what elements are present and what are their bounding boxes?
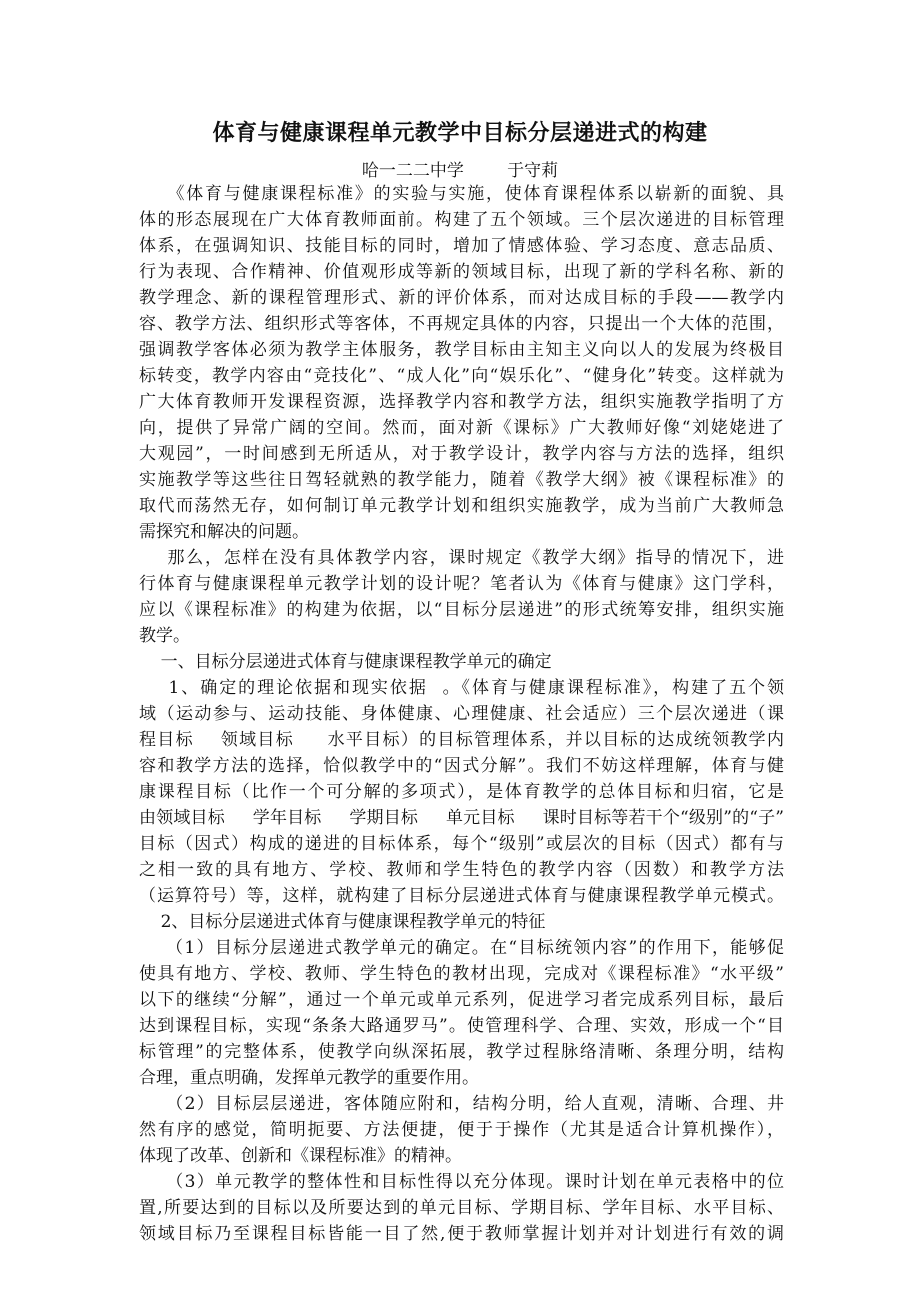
text-line: 康课程目标（比作一个可分解的多项式），是体育教学的总体目标和归宿，它是 (139, 782, 784, 802)
text-line: 达到课程目标，实现“条条大路通罗马”。使管理科学、合理、实效，形成一个“目 (139, 1016, 784, 1036)
text-line: 程目标 领域目标 水平目标）的目标管理体系，并以目标的达成统领教学内 (139, 730, 784, 750)
text-line: 向，提供了异常广阔的空间。然而，面对新《课标》广大教师好像“刘姥姥进了 (139, 418, 784, 438)
text-line: 那么，怎样在没有具体教学内容，课时规定《教学大纲》指导的情况下，进 (139, 548, 784, 568)
body-text (139, 181, 784, 1247)
text-line: 之相一致的具有地方、学校、教师和学生特色的教学内容（因数）和教学方法 (139, 860, 784, 880)
text-line: 取代而荡然无存，如何制订单元教学计划和组织实施教学，成为当前广大教师急 (139, 496, 784, 516)
text-line: 1、确定的理论依据和现实依据 。《体育与健康课程标准》，构建了五个领 (139, 678, 784, 698)
text-line: 教学。 (139, 626, 190, 646)
text-line: 教学理念、新的课程管理形式、新的评价体系，而对达成目标的手段——教学内 (139, 288, 784, 308)
text-line: 行为表现、合作精神、价值观形成等新的领域目标，出现了新的学科名称、新的 (139, 262, 784, 282)
text-line: 领域目标乃至课程目标皆能一目了然,便于教师掌握计划并对计划进行有效的调 (139, 1224, 784, 1244)
text-line: （1）目标分层递进式教学单元的确定。在“目标统领内容”的作用下，能够促 (139, 938, 784, 958)
text-line: 置,所要达到的目标以及所要达到的单元目标、学期目标、学年目标、水平目标、 (139, 1198, 784, 1218)
author-line: 哈一二二中学 于守莉 (361, 161, 559, 181)
text-line: （2）目标层层递进，客体随应附和，结构分明，给人直观，清晰、合理、井 (139, 1094, 784, 1114)
text-line: 强调教学客体必须为教学主体服务，教学目标由主知主义向以人的发展为终极目 (139, 340, 784, 360)
text-line: 容和教学方法的选择，恰似教学中的“因式分解”。我们不妨这样理解，体育与健 (139, 756, 784, 776)
text-line: 合理，重点明确，发挥单元教学的重要作用。 (139, 1068, 479, 1088)
text-line: 体系，在强调知识、技能目标的同时，增加了情感体验、学习态度、意志品质、 (139, 236, 784, 256)
text-line: 行体育与健康课程单元教学计划的设计呢？笔者认为《体育与健康》这门学科， (139, 574, 784, 594)
text-line: 标管理”的完整体系，使教学向纵深拓展，教学过程脉络清晰、条理分明，结构 (139, 1042, 784, 1062)
text-line: 需探究和解决的问题。 (139, 522, 309, 542)
text-line: 广大体育教师开发课程资源，选择教学内容和教学方法，组织实施教学指明了方 (139, 392, 784, 412)
text-line: 大观园”，一时间感到无所适从，对于教学设计，教学内容与方法的选择，组织 (139, 444, 784, 464)
text-line: 容、教学方法、组织形式等客体，不再规定具体的内容，只提出一个大体的范围， (139, 314, 784, 334)
text-line: 2、目标分层递进式体育与健康课程教学单元的特征 (139, 912, 546, 932)
text-line: 实施教学等这些往日驾轻就熟的教学能力，随着《教学大纲》被《课程标准》的 (139, 470, 784, 490)
text-line: 体的形态展现在广大体育教师面前。构建了五个领域。三个层次递进的目标管理 (139, 210, 784, 230)
text-line: 目标（因式）构成的递进的目标体系，每个“级别”或层次的目标（因式）都有与 (139, 834, 784, 854)
document-title: 体育与健康课程单元教学中目标分层递进式的构建 (212, 121, 708, 146)
text-line: 标转变，教学内容由“竞技化”、“成人化”向“娱乐化”、“健身化”转变。这样就为 (139, 366, 784, 386)
text-line: （运算符号）等，这样，就构建了目标分层递进式体育与健康课程教学单元模式。 (139, 886, 784, 906)
text-line: 一、目标分层递进式体育与健康课程教学单元的确定 (139, 652, 552, 672)
text-line: 应以《课程标准》的构建为依据，以“目标分层递进”的形式统筹安排，组织实施 (139, 600, 784, 620)
text-line: 以下的继续“分解”，通过一个单元或单元系列，促进学习者完成系列目标，最后 (139, 990, 784, 1010)
text-line: 域（运动参与、运动技能、身体健康、心理健康、社会适应）三个层次递进（课 (139, 704, 784, 724)
text-line: 然有序的感觉，简明扼要、方法便捷，便于于操作（尤其是适合计算机操作）， (139, 1120, 784, 1140)
text-line: 使具有地方、学校、教师、学生特色的教材出现，完成对《课程标准》“水平级” (139, 964, 784, 984)
text-line: 《体育与健康课程标准》的实验与实施，使体育课程体系以崭新的面貌、具 (139, 184, 784, 204)
text-line: （3）单元教学的整体性和目标性得以充分体现。课时计划在单元表格中的位 (139, 1172, 784, 1192)
text-line: 由领域目标 学年目标 学期目标 单元目标 课时目标等若干个“级别”的“子” (139, 808, 784, 828)
text-line: 体现了改革、创新和《课程标准》的精神。 (139, 1146, 462, 1166)
